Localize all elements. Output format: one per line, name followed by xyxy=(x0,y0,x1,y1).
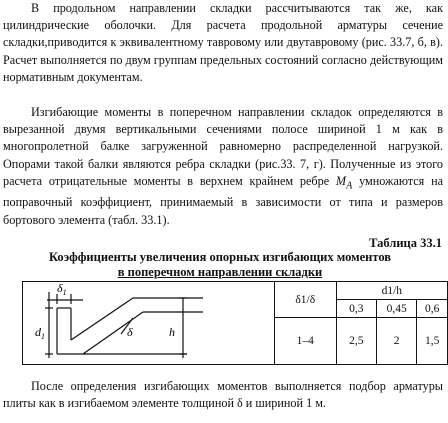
paragraph-2-text-b: умножаются на поправочный коэффициент, принимаемый в зависимости от типа и размеров бортового элемента (табл. 33.1). xyxy=(3,173,443,227)
table-title-line-2: в поперечном направлении складки xyxy=(117,265,323,279)
row-ratio: 1–4 xyxy=(274,318,336,365)
row-value-3: 1,5 xyxy=(417,318,448,365)
row-value-1: 2,5 xyxy=(336,318,376,365)
coefficient-table xyxy=(22,281,448,365)
h-label: h xyxy=(169,325,175,339)
moment-subscript: A xyxy=(346,180,353,192)
d1-label: $d_1$ xyxy=(35,325,45,341)
table-number: Таблица 33.1 xyxy=(369,236,442,250)
subheader-3: 0,6 xyxy=(417,300,448,318)
paragraph-1: В продольном направлении складки рассчитываются так же, как цилиндрические оболочки. Для расчета продольной арматуры сечение складки,приводится к эквивалентному тавровому или двутавровому (рис. 33.7, б, в). Расчет выполняется по двум группам предельных состояний согласно действующим нормативным документам. xyxy=(3,1,443,84)
delta-label: δ xyxy=(127,325,133,339)
paragraph-3: После определения изгибающих моментов выполняется подбор арматуры плиты как в изгибаемом элементе толщиной δ и шириной 1 м. xyxy=(3,379,443,411)
row-value-2: 2 xyxy=(376,318,416,365)
subheader-1: 0,3 xyxy=(336,300,376,318)
subheader-2: 0,45 xyxy=(376,300,416,318)
paragraph-2-text-a: Изгибающие моменты в поперечном направлении складок определяются в вырезанной двумя вертикальными сечениями полосе шириной 1 м как в многопролетной балке загруженной равномерно распределенной нагрузкой. Опорами такой балки являются ребра складки (рис.33. 7, г). Полученные из этого расчета отрицательные моменты в верхнем крайнем ребре xyxy=(3,105,443,188)
header-ratio: δ1/δ xyxy=(274,282,336,318)
moment-symbol: M xyxy=(335,173,347,188)
table-title xyxy=(20,250,420,280)
paragraph-2 xyxy=(3,104,443,229)
section-diagram-cell xyxy=(23,282,275,365)
header-d1h: d1/h xyxy=(336,282,447,300)
table-title-line-1: Коэффициенты увеличения опорных изгибающих моментов xyxy=(48,250,392,264)
delta1-label: $\delta_1$ xyxy=(57,282,67,297)
section-diagram xyxy=(23,282,281,364)
